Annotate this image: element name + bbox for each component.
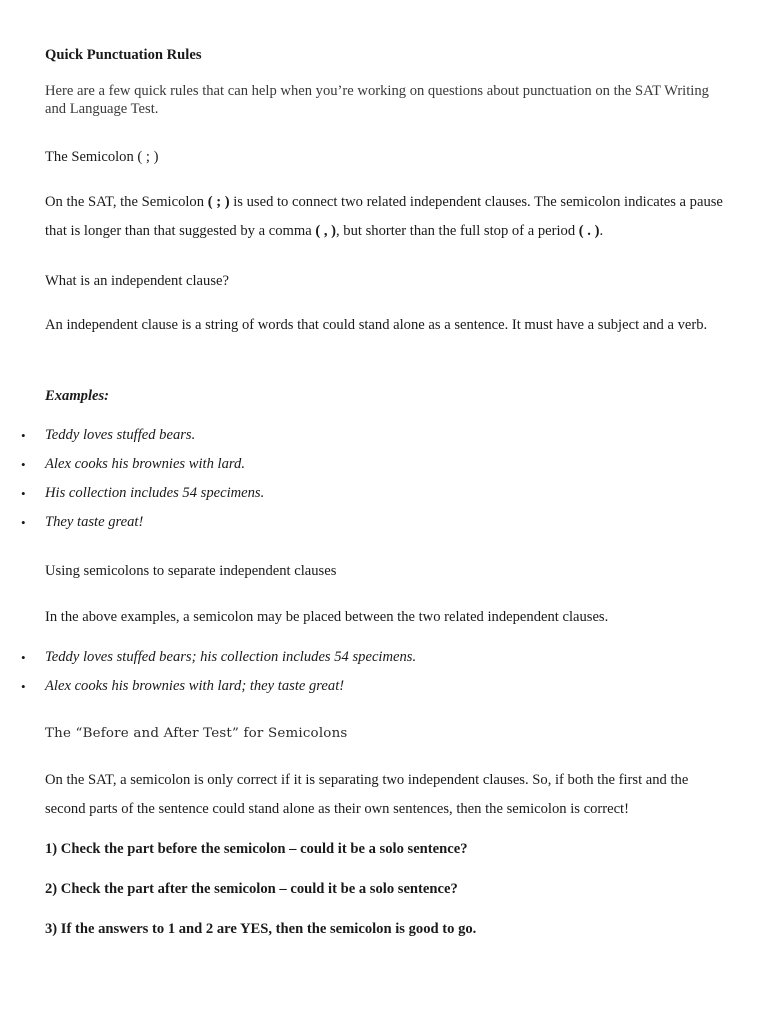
bullet-icon: • [21, 650, 26, 665]
def-text-e: , but shorter than the full stop of a period [336, 223, 579, 239]
example-text: They taste great! [45, 514, 144, 530]
bullet-icon: • [21, 457, 26, 472]
comma-symbol: ( , ) [315, 223, 336, 239]
semicolon-definition [45, 188, 725, 246]
test-heading: The “Before and After Test” for Semicolons [45, 726, 348, 741]
ic-answer: An independent clause is a string of words that could stand alone as a sentence. It must have a subject and a verb. [45, 317, 708, 333]
combined-example-text: Teddy loves stuffed bears; his collection includes 54 specimens. [45, 649, 417, 665]
semicolon-symbol: ( ; ) [207, 194, 230, 210]
bullet-icon: • [21, 515, 26, 530]
def-text-g: . [599, 223, 604, 239]
combined-example-text: Alex cooks his brownies with lard; they taste great! [45, 678, 345, 694]
semicolon-heading: The Semicolon ( ; ) [45, 149, 159, 165]
page-title: Quick Punctuation Rules [45, 47, 202, 63]
examples-label: Examples: [45, 388, 110, 404]
example-text: His collection includes 54 specimens. [45, 485, 265, 501]
bullet-icon: • [21, 486, 26, 501]
ic-question: What is an independent clause? [45, 273, 229, 289]
step-two: 2) Check the part after the semicolon – could it be a solo sentence? [45, 881, 458, 897]
def-text-c: is used to connect two related independent clauses. The semicolon indicates a pause that is longer than that suggested by a comma [45, 194, 723, 239]
using-heading: Using semicolons to separate independent clauses [45, 563, 337, 579]
step-one: 1) Check the part before the semicolon – could it be a solo sentence? [45, 841, 468, 857]
intro-paragraph: Here are a few quick rules that can help when you’re working on questions about punctuation on the SAT Writing and Language Test. [45, 83, 709, 117]
using-paragraph: In the above examples, a semicolon may be placed between the two related independent clauses. [45, 609, 609, 625]
test-paragraph: On the SAT, a semicolon is only correct if it is separating two independent clauses. So, if both the first and the second parts of the sentence could stand alone as their own sentences, then the semicolon is correct! [45, 772, 689, 817]
def-text-a: On the SAT, the Semicolon [45, 194, 208, 210]
example-text: Teddy loves stuffed bears. [45, 427, 196, 443]
example-text: Alex cooks his brownies with lard. [45, 456, 245, 472]
period-symbol: ( . ) [578, 223, 600, 239]
bullet-icon: • [21, 679, 26, 694]
bullet-icon: • [21, 428, 26, 443]
step-three: 3) If the answers to 1 and 2 are YES, then the semicolon is good to go. [45, 921, 477, 937]
